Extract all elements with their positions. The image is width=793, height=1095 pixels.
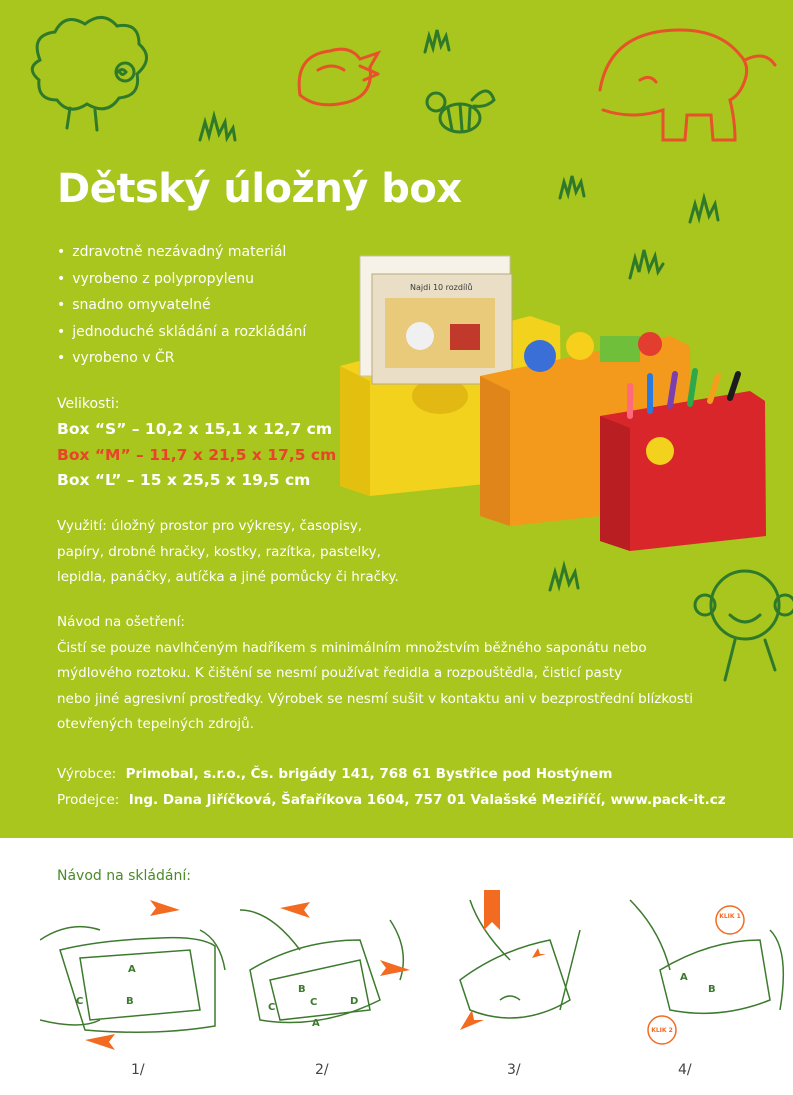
elephant-doodle xyxy=(600,30,747,140)
size-l: Box “L” – 15 x 25,5 x 19,5 cm xyxy=(57,471,311,489)
usage-paragraph xyxy=(57,514,399,591)
manufacturer-line xyxy=(57,766,612,782)
seller-value: Ing. Dana Jiříčková, Šafaříkova 1604, 757 01 Valašské Meziříčí, www.pack-it.cz xyxy=(128,792,726,808)
click1-label: KLIK 1 xyxy=(719,913,741,920)
care-line: Čistí se pouze navlhčeným hadříkem s minimálním množstvím běžného saponátu nebo xyxy=(57,639,647,656)
sizes-label: Velikosti: xyxy=(57,396,120,412)
svg-text:C: C xyxy=(76,996,84,1007)
step-number: 4/ xyxy=(678,1062,692,1078)
list-item: • jednoduché skládání a rozkládání xyxy=(57,322,306,349)
svg-text:D: D xyxy=(350,996,359,1007)
svg-text:A: A xyxy=(312,1018,320,1029)
svg-text:C: C xyxy=(268,1002,276,1013)
size-m: Box “M” – 11,7 x 21,5 x 17,5 cm xyxy=(57,446,337,464)
usage-line: papíry, drobné hračky, kostky, razítka, pastelky, xyxy=(57,543,381,560)
step-number: 2/ xyxy=(315,1062,329,1078)
grass-doodle xyxy=(200,116,235,140)
svg-text:B: B xyxy=(708,984,716,995)
book-cover-text: Najdi 10 rozdílů xyxy=(410,283,473,292)
list-item: • vyrobeno v ČR xyxy=(57,348,306,375)
list-item: • snadno omyvatelné xyxy=(57,295,306,322)
step-number: 1/ xyxy=(131,1062,145,1078)
click2-label: KLIK 2 xyxy=(651,1027,673,1034)
assembly-step-2-illustration xyxy=(230,880,420,1060)
care-line: nebo jiné agresivní prostředky. Výrobek se nesmí sušit v kontaktu ani v bezprostřední blízkosti xyxy=(57,690,694,707)
page-title: Dětský úložný box xyxy=(57,166,462,212)
care-line: Návod na ošetření: xyxy=(57,614,185,630)
usage-line: Využití: úložný prostor pro výkresy, časopisy, xyxy=(57,518,363,534)
list-item: • vyrobeno z polypropylenu xyxy=(57,269,306,296)
bird-doodle xyxy=(299,49,378,105)
svg-text:C: C xyxy=(310,997,318,1008)
manufacturer-value: Primobal, s.r.o., Čs. brigády 141, 768 61 Bystřice pod Hostýnem xyxy=(125,766,613,782)
size-s: Box “S” – 10,2 x 15,1 x 12,7 cm xyxy=(57,420,332,438)
assembly-title: Návod na skládání: xyxy=(57,868,191,884)
assembly-step-3-illustration xyxy=(440,880,600,1060)
assembly-step-4-illustration xyxy=(620,880,790,1060)
care-line: mýdlového roztoku. K čištění se nesmí používat ředidla a rozpouštědla, čisticí pasty xyxy=(57,665,623,681)
care-paragraph xyxy=(57,610,693,738)
seller-label: Prodejce: xyxy=(57,792,120,808)
seller-line xyxy=(57,792,726,808)
svg-text:A: A xyxy=(680,972,688,983)
assembly-step-1-illustration xyxy=(40,880,230,1060)
step-number: 3/ xyxy=(507,1062,521,1078)
svg-text:B: B xyxy=(298,984,306,995)
feature-list xyxy=(57,242,306,375)
list-item: • zdravotně nezávadný materiál xyxy=(57,242,306,269)
manufacturer-label: Výrobce: xyxy=(57,766,117,782)
monkey-doodle xyxy=(711,571,779,639)
svg-text:B: B xyxy=(126,996,134,1007)
svg-text:A: A xyxy=(128,964,136,975)
usage-line: lepidla, panáčky, autíčka a jiné pomůcky či hračky. xyxy=(57,569,399,585)
care-line: otevřených tepelných zdrojů. xyxy=(57,716,255,732)
